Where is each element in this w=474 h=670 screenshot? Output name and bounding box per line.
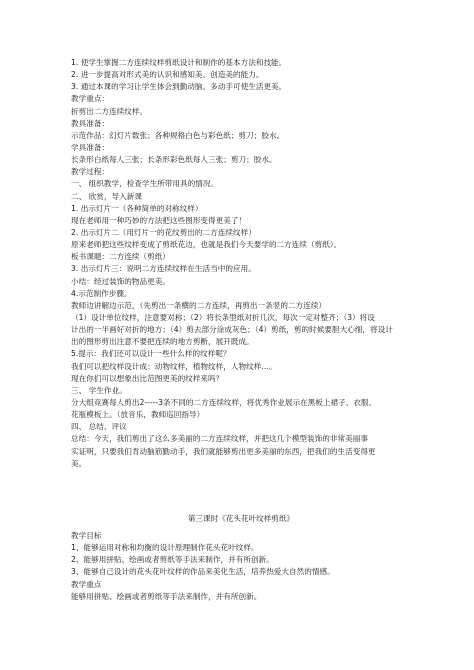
text-line: 折剪出二方连续纹样。 <box>71 106 148 116</box>
text-line: 总结：今天，我们剪出了这么多美丽的二方连续纹样，并把这几个模型装饰的非常美丽事 <box>71 434 368 444</box>
text-line: 1、能够运用对称和均衡的设计原理制作花头花叶纹样。 <box>71 543 259 553</box>
text-line: 教学过程： <box>71 167 110 177</box>
text-line: 花瓶模板上。（放音乐，教师巡回指导） <box>71 410 205 420</box>
text-line: 小结：经过装饰的物品更美。 <box>71 276 170 286</box>
text-line: 学具准备： <box>71 142 110 152</box>
text-line: 现在老师用一种巧妙的方法把这些图形变得更美了！ <box>71 215 247 225</box>
text-line: 分大组竞赛每人剪出2-----3条不同的二方连续纹样，将优秀作业展示在黑板上裙子、衣服、 <box>71 397 377 407</box>
text-line: 计出的一半画好对折的地方；（4）剪去部分涂成灰色；（4）剪纸，剪的时候要胆大心细，将设计 <box>71 325 393 335</box>
text-line: 3. 通过本课的学习让学生体会到勤动脑、多动手可使生活更美。 <box>71 82 287 92</box>
text-line: 教学目标 <box>71 531 102 540</box>
text-line: 教学重点 <box>71 579 102 589</box>
text-line: 2. 进一步提高对形式美的认识和感知美、创造美的能力。 <box>71 70 264 80</box>
text-line: 我们可以把纹样设计成：动物纹样，植物纹样，人物纹样…。 <box>71 361 277 371</box>
text-line: 四、 总结、评议 <box>71 422 127 432</box>
text-line: 二、 欣赏，导入新课 <box>71 191 142 201</box>
text-line: 3. 出示灯片三：说明二方连续纹样在生活当中的应用。 <box>71 264 256 274</box>
text-line: 教学重点： <box>71 94 110 104</box>
text-line: 板书课题：二方连续（剪纸） <box>71 252 170 262</box>
text-line: 示范作品：幻灯片数张；各种规格白色与彩色纸；剪刀；胶水。 <box>71 130 285 140</box>
text-line: 能够用拼贴、绘画或者剪纸等手法来制作，并有所创新。 <box>71 591 262 601</box>
text-line: 现在你们可以想象出比范图更美的纹样来吗？ <box>71 373 224 383</box>
lesson-title: 第三课时《花头花叶纹样剪纸》 <box>187 514 295 523</box>
text-line: 原来老师把这些纹样变成了剪纸花边，也就是我们今天要学的二方连续（剪纸）。 <box>71 240 342 250</box>
text-line: 长条形白纸每人三张；长条形彩色纸每人三张；剪刀；胶水。 <box>71 155 277 165</box>
text-line: 三、 学生作业。 <box>71 385 127 395</box>
text-line: 美。 <box>71 458 87 468</box>
text-line: 4.示范制作步骤。 <box>71 288 132 298</box>
text-line: 教师边讲解边示范，（先剪出一条横的二方连续，再剪出一条竖的二方连续） <box>71 300 327 310</box>
text-line: 1. 使学生掌握二方连续纹样剪纸设计和制作的基本方法和技能。 <box>71 58 287 67</box>
text-line: 5.提示：我们还可以设计一些什么样的纹样呢？ <box>71 349 231 359</box>
lesson-body-section <box>71 57 411 470</box>
text-line: 3、能够自己设计的花头花叶纹样的作品来美化生活，培养热爱大自然的情感。 <box>71 567 335 577</box>
text-line: 一、 组织教学，检查学生所带用具的情况。 <box>71 179 219 189</box>
text-line: （1）设计单位纹样，注意要对称；（2）将长条型纸对折几次，每次一定对整齐；（3）将设 <box>71 312 375 322</box>
text-line: 教具准备： <box>71 118 110 128</box>
text-line: 出的图形剪出注意不要把连续的地方剪断，展开既成。 <box>71 337 254 347</box>
text-line: 1. 出示灯片一（各种简单的对称纹样） <box>71 203 203 213</box>
lesson-objectives-section <box>71 530 411 603</box>
text-line: 实证明，只要我们肯动脑筋勤动手，我们就能够剪出更多美丽的东西，把我们的生活变得更 <box>71 446 376 456</box>
text-line: 2、能够用拼贴、绘画或者剪纸等手法来制作，并有所创新。 <box>71 555 274 565</box>
text-line: 2. 出示灯片二（用灯片一的花纹剪出的二方连续纹样） <box>71 227 256 237</box>
